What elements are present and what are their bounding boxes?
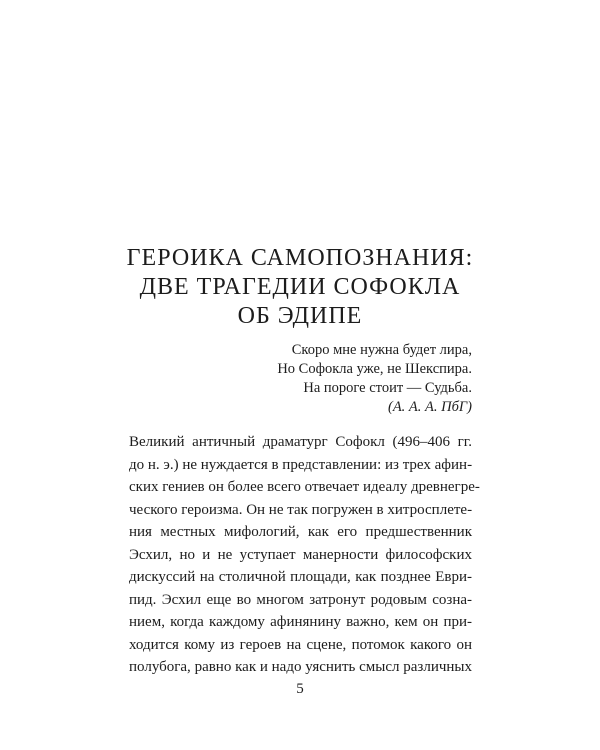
chapter-title-line-1: ГЕРОИКА САМОПОЗНАНИЯ: — [126, 245, 474, 271]
epigraph-line-1: Скоро мне нужна будет лира, — [291, 342, 472, 358]
body-line-4: ческого героизма. Он не так погружен в хитросплете- — [129, 501, 473, 518]
epigraph — [277, 341, 472, 417]
page-number: 5 — [296, 681, 304, 697]
body-line-8: пид. Эсхил еще во многом затронут родовым созна- — [129, 591, 472, 608]
epigraph-line-3: На пороге стоит — Судьба. — [303, 380, 472, 396]
body-line-11: полубога, равно как и надо уяснить смысл различных — [129, 659, 472, 675]
chapter-title — [100, 244, 500, 331]
body-line-2: до н. э.) не нуждается в представлении: из трех афин- — [129, 456, 473, 473]
epigraph-source: (А. А. А. ПбГ) — [388, 399, 472, 415]
body-line-9: нием, когда каждому афинянину важно, кем он при- — [129, 614, 472, 630]
body-line-7: дискуссий на столичной площади, как позднее Еври- — [129, 569, 472, 585]
body-line-6: Эсхил, но и не уступает манерности философских — [129, 546, 472, 563]
chapter-title-line-3: ОБ ЭДИПЕ — [237, 303, 363, 329]
body-line-1: Великий античный драматург Софокл (496–406 гг. — [129, 434, 472, 450]
body-paragraph — [129, 431, 480, 679]
body-line-10: ходится кому из героев на сцене, потомок какого он — [129, 636, 472, 653]
body-line-3: ских гениев он более всего отвечает идеалу древнегре- — [129, 479, 480, 495]
epigraph-line-2: Но Софокла уже, не Шекспира. — [277, 361, 472, 377]
body-line-5: ния местных мифологий, как его предшественник — [129, 524, 472, 540]
chapter-title-line-2: ДВЕ ТРАГЕДИИ СОФОКЛА — [139, 274, 461, 300]
